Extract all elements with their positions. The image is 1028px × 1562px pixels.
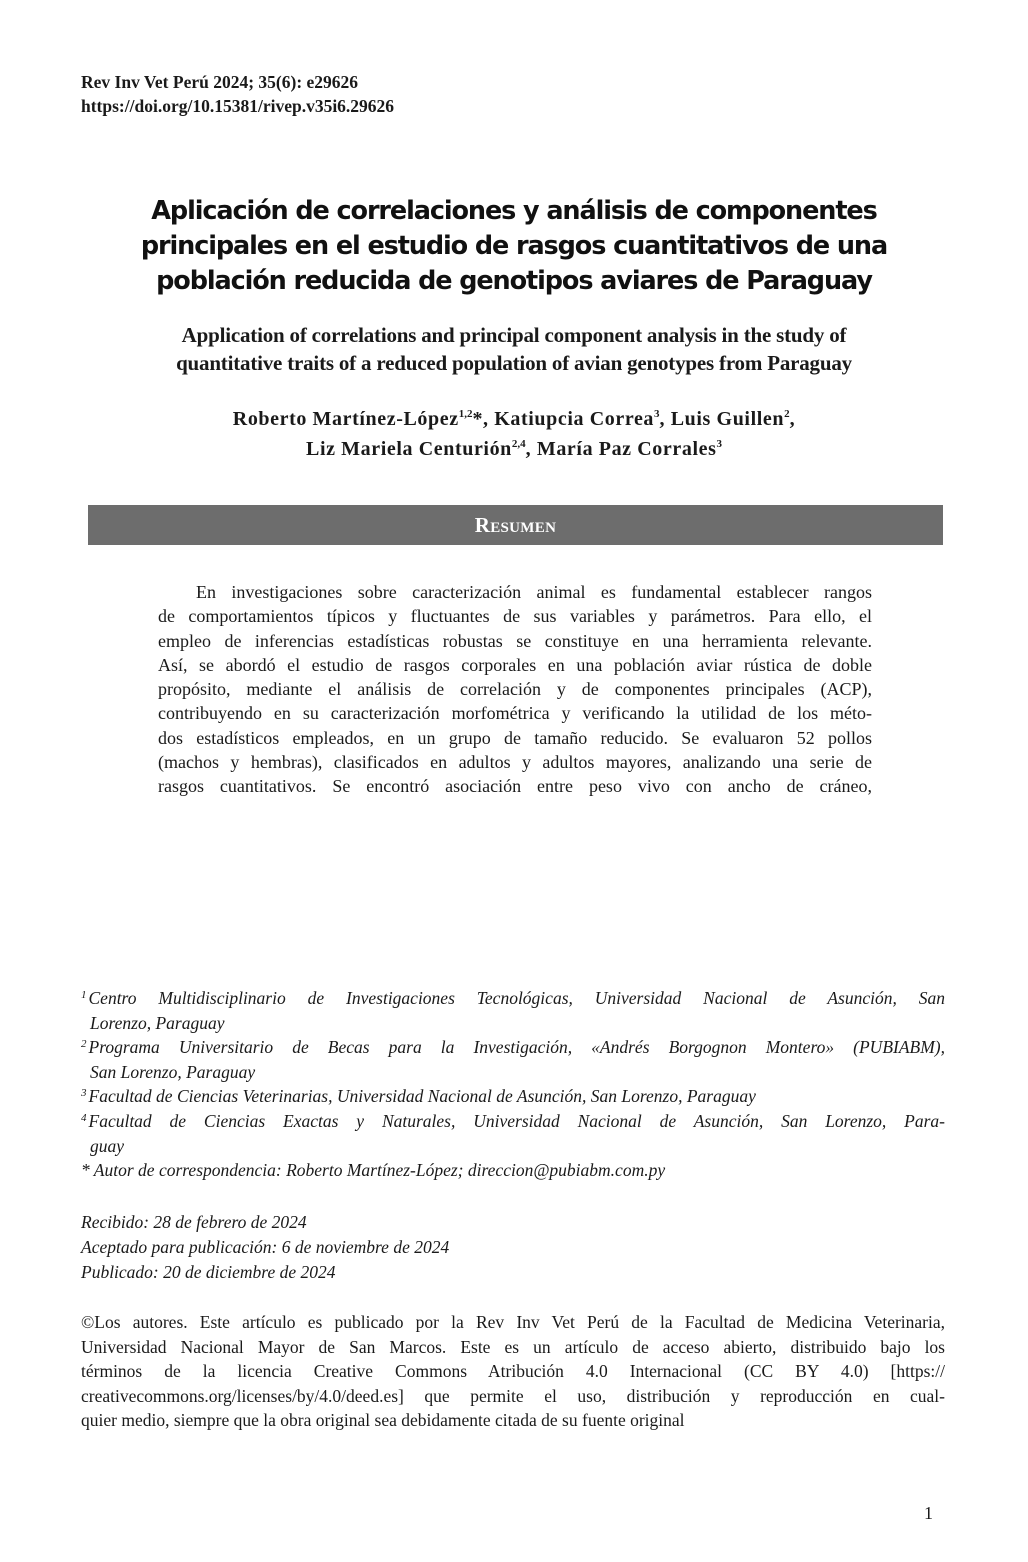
abstract-line: de comportamientos típicos y fluctuantes de sus variables y parámetros. Para ello, el <box>158 606 872 627</box>
abstract-line: empleo de inferencias estadísticas robustas se constituye en una herramienta relevante. <box>158 630 872 651</box>
abstract-line: propósito, mediante el análisis de correlación y de componentes principales (ACP), <box>158 679 872 700</box>
author-affiliation-marker: 3 <box>654 408 660 420</box>
author-line <box>90 434 938 464</box>
author-name: Liz Mariela Centurión <box>306 438 512 460</box>
abstract-text <box>158 580 872 799</box>
article-dates <box>81 1210 449 1285</box>
affiliation-marker: 4 <box>81 1111 87 1124</box>
affiliation-2-continued: San Lorenzo, Paraguay <box>90 1061 256 1082</box>
author-name: Luis Guillen <box>670 408 785 430</box>
published-date: Publicado: 20 de diciembre de 2024 <box>81 1262 336 1282</box>
author-affiliation-marker: 2,4 <box>511 438 526 450</box>
journal-citation: Rev Inv Vet Perú 2024; 35(6): e29626 <box>81 72 359 92</box>
page-number: 1 <box>924 1503 933 1523</box>
journal-header <box>81 70 394 118</box>
affiliation-text: Facultad de Ciencias Exactas y Naturales, Universidad Nacional de Asunción, San Lorenzo, Para- <box>88 1110 945 1131</box>
license-line: quier medio, siempre que la obra original sea debidamente citada de su fuente original <box>81 1410 685 1430</box>
author-name: Katiupcia Correa <box>494 408 655 430</box>
author-separator: , <box>789 408 796 430</box>
spanish-title <box>100 194 928 299</box>
author-affiliation-marker: 1,2 <box>458 408 473 420</box>
affiliation-marker: 2 <box>81 1038 87 1051</box>
abstract-line: Así, se abordó el estudio de rasgos corporales en una población aviar rústica de doble <box>158 654 872 675</box>
spanish-title-line: principales en el estudio de rasgos cuantitativos de una <box>140 231 888 261</box>
author-line <box>90 404 938 434</box>
affiliation-4-continued: guay <box>90 1135 125 1156</box>
abstract-line: rasgos cuantitativos. Se encontró asociación entre peso vivo con ancho de cráneo, <box>158 776 872 797</box>
affiliations <box>81 986 945 1183</box>
spanish-title-line: población reducida de genotipos aviares de Paraguay <box>156 266 872 296</box>
affiliation-text: Centro Multidisciplinario de Investigaciones Tecnológicas, Universidad Nacional de Asunción, San <box>88 988 945 1008</box>
correspondence-note: * Autor de correspondencia: Roberto Martínez-López; direccion@pubiabm.com.py <box>81 1160 666 1181</box>
abstract-line: dos estadísticos empleados, en un grupo de tamaño reducido. Se evaluaron 52 pollos <box>158 727 872 748</box>
license-line: creativecommons.org/licenses/by/4.0/deed.es] que permite el uso, distribución y reproducción en cual- <box>81 1385 945 1406</box>
english-title <box>90 321 938 377</box>
affiliation-3 <box>81 1084 945 1109</box>
license-line: Universidad Nacional Mayor de San Marcos. Este es un artículo de acceso abierto, distribuido bajo los <box>81 1336 945 1357</box>
affiliation-1 <box>81 986 945 1011</box>
affiliation-marker: 1 <box>81 989 87 1001</box>
resumen-heading: Resumen <box>474 512 557 537</box>
author-separator: , <box>525 438 537 460</box>
affiliation-marker: 3 <box>81 1087 87 1100</box>
affiliation-2 <box>81 1035 945 1060</box>
author-affiliation-marker: 3 <box>716 438 722 450</box>
author-list <box>90 404 938 464</box>
affiliation-text: Programa Universitario de Becas para la Investigación, «Andrés Borgognon Montero» (PUBIABM), <box>88 1037 945 1058</box>
license-line: términos de la licencia Creative Commons Atribución 4.0 Internacional (CC BY 4.0) [https:// <box>81 1361 945 1381</box>
affiliation-1-continued: Lorenzo, Paraguay <box>90 1012 225 1033</box>
author-separator: *, <box>472 408 495 430</box>
abstract-line: contribuyendo en su caracterización morfométrica y verificando la utilidad de los méto- <box>158 703 872 724</box>
doi-link[interactable]: https://doi.org/10.15381/rivep.v35i6.29626 <box>81 96 395 116</box>
spanish-title-line: Aplicación de correlaciones y análisis de componentes <box>151 196 877 226</box>
accepted-date: Aceptado para publicación: 6 de noviembre de 2024 <box>81 1237 450 1257</box>
english-title-line: Application of correlations and principal component analysis in the study of <box>181 323 847 347</box>
license-notice <box>81 1310 945 1433</box>
author-affiliation-marker: 2 <box>784 408 790 420</box>
received-date: Recibido: 28 de febrero de 2024 <box>81 1212 307 1232</box>
abstract-line: En investigaciones sobre caracterización animal es fundamental establecer rangos <box>196 582 872 602</box>
author-name: María Paz Corrales <box>536 438 717 460</box>
abstract-line: (machos y hembras), clasificados en adultos y adultos mayores, analizando una serie de <box>158 752 872 773</box>
resumen-heading-bar <box>88 505 943 545</box>
english-title-line: quantitative traits of a reduced population of avian genotypes from Paraguay <box>176 351 852 375</box>
author-separator: , <box>659 408 671 430</box>
affiliation-text: Facultad de Ciencias Veterinarias, Universidad Nacional de Asunción, San Lorenzo, Paraguay <box>88 1086 756 1107</box>
affiliation-4 <box>81 1109 945 1134</box>
license-line: ©Los autores. Este artículo es publicado por la Rev Inv Vet Perú de la Facultad de Medicina Veterinaria, <box>81 1312 945 1332</box>
author-name: Roberto Martínez-López <box>232 408 459 430</box>
